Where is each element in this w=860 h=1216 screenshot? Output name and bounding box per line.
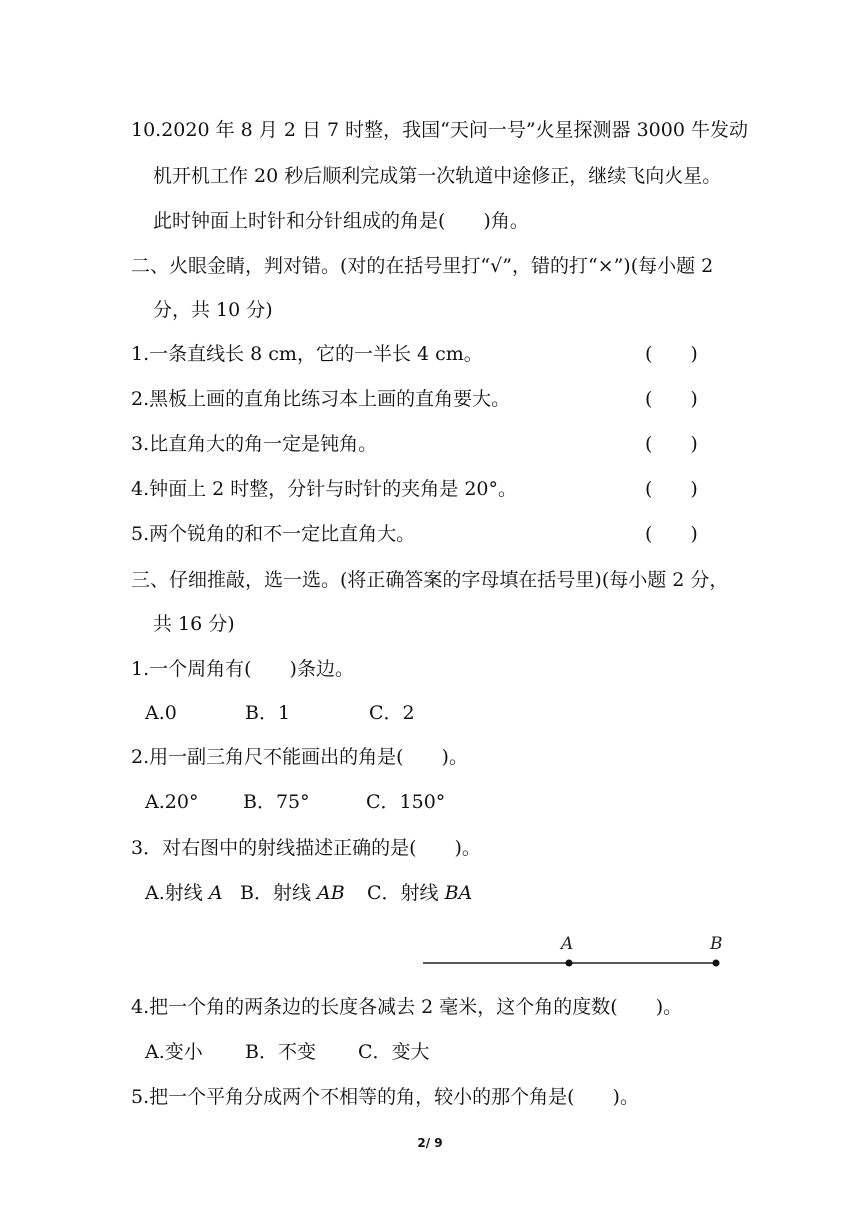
choice-q2-stem: 2.用一副三角尺不能画出的角是( )。 [131,746,468,768]
ray-point-b [713,960,720,967]
section3-heading-line-1: 三、仔细推敲，选一选。(将正确答案的字母填在括号里)(每小题 2 分， [131,569,729,591]
section2-heading-line-2: 分，共 10 分) [153,299,273,321]
choice-q4-option-a[interactable]: A.变小 [145,1041,203,1063]
choice-q2-option-a[interactable]: A.20° [145,791,199,813]
choice-q1-option-b[interactable]: B．1 [245,702,291,724]
choice-q3-option-a-var: A [208,882,223,904]
choice-q2-option-c[interactable]: C．150° [366,791,446,813]
choice-q3-option-a-prefix: A.射线 [145,882,209,904]
ray-point-a [566,960,573,967]
judge-item-1: 1.一条直线长 8 cm，它的一半长 4 cm。 [131,343,483,365]
choice-q3-option-b[interactable] [240,881,345,905]
choice-q3-option-c[interactable] [367,881,472,905]
choice-q3-option-a[interactable] [145,881,223,905]
ray-figure [420,930,730,976]
judge-item-4: 4.钟面上 2 时整，分针与时针的夹角是 20°。 [131,478,518,500]
judge-item-3: 3.比直角大的角一定是钝角。 [131,433,378,455]
q10-line-2: 机开机工作 20 秒后顺利完成第一次轨道中途修正，继续飞向火星。 [153,165,722,187]
judge-blank-3[interactable]: ( ) [645,433,698,455]
section3-heading-line-2: 共 16 分) [153,613,235,635]
choice-q1-stem: 1.一个周角有( )条边。 [131,658,354,680]
judge-blank-1[interactable]: ( ) [645,343,698,365]
choice-q2-option-b[interactable]: B．75° [243,791,310,813]
choice-q3-option-c-var: BA [444,882,473,904]
choice-q4-stem: 4.把一个角的两条边的长度各减去 2 毫米，这个角的度数( )。 [131,996,683,1018]
choice-q1-option-a[interactable]: A.0 [145,702,177,724]
section2-heading-line-1: 二、火眼金睛，判对错。(对的在括号里打“√”，错的打“×”)(每小题 2 [131,255,714,277]
q10-line-3: 此时钟面上时针和分针组成的角是( )角。 [153,210,529,232]
judge-item-2: 2.黑板上画的直角比练习本上画的直角要大。 [131,388,511,410]
choice-q3-option-b-var: AB [317,882,345,904]
judge-item-5: 5.两个锐角的和不一定比直角大。 [131,523,416,545]
ray-label-a: A [561,934,574,954]
page-number: 2/ 9 [417,1136,443,1150]
ray-label-b: B [710,934,723,954]
choice-q3-option-b-prefix: B．射线 [240,882,318,904]
choice-q3-option-c-prefix: C．射线 [367,882,445,904]
choice-q1-option-c[interactable]: C．2 [369,702,415,724]
choice-q3-stem: 3．对右图中的射线描述正确的是( )。 [131,837,481,859]
choice-q4-option-b[interactable]: B．不变 [245,1041,316,1063]
q10-line-1: 10.2020 年 8 月 2 日 7 时整，我国“天问一号”火星探测器 3000 牛发动 [131,119,748,141]
judge-blank-5[interactable]: ( ) [645,523,698,545]
choice-q4-option-c[interactable]: C．变大 [358,1041,430,1063]
choice-q5-stem: 5.把一个平角分成两个不相等的角，较小的那个角是( )。 [131,1086,639,1108]
judge-blank-2[interactable]: ( ) [645,388,698,410]
judge-blank-4[interactable]: ( ) [645,478,698,500]
